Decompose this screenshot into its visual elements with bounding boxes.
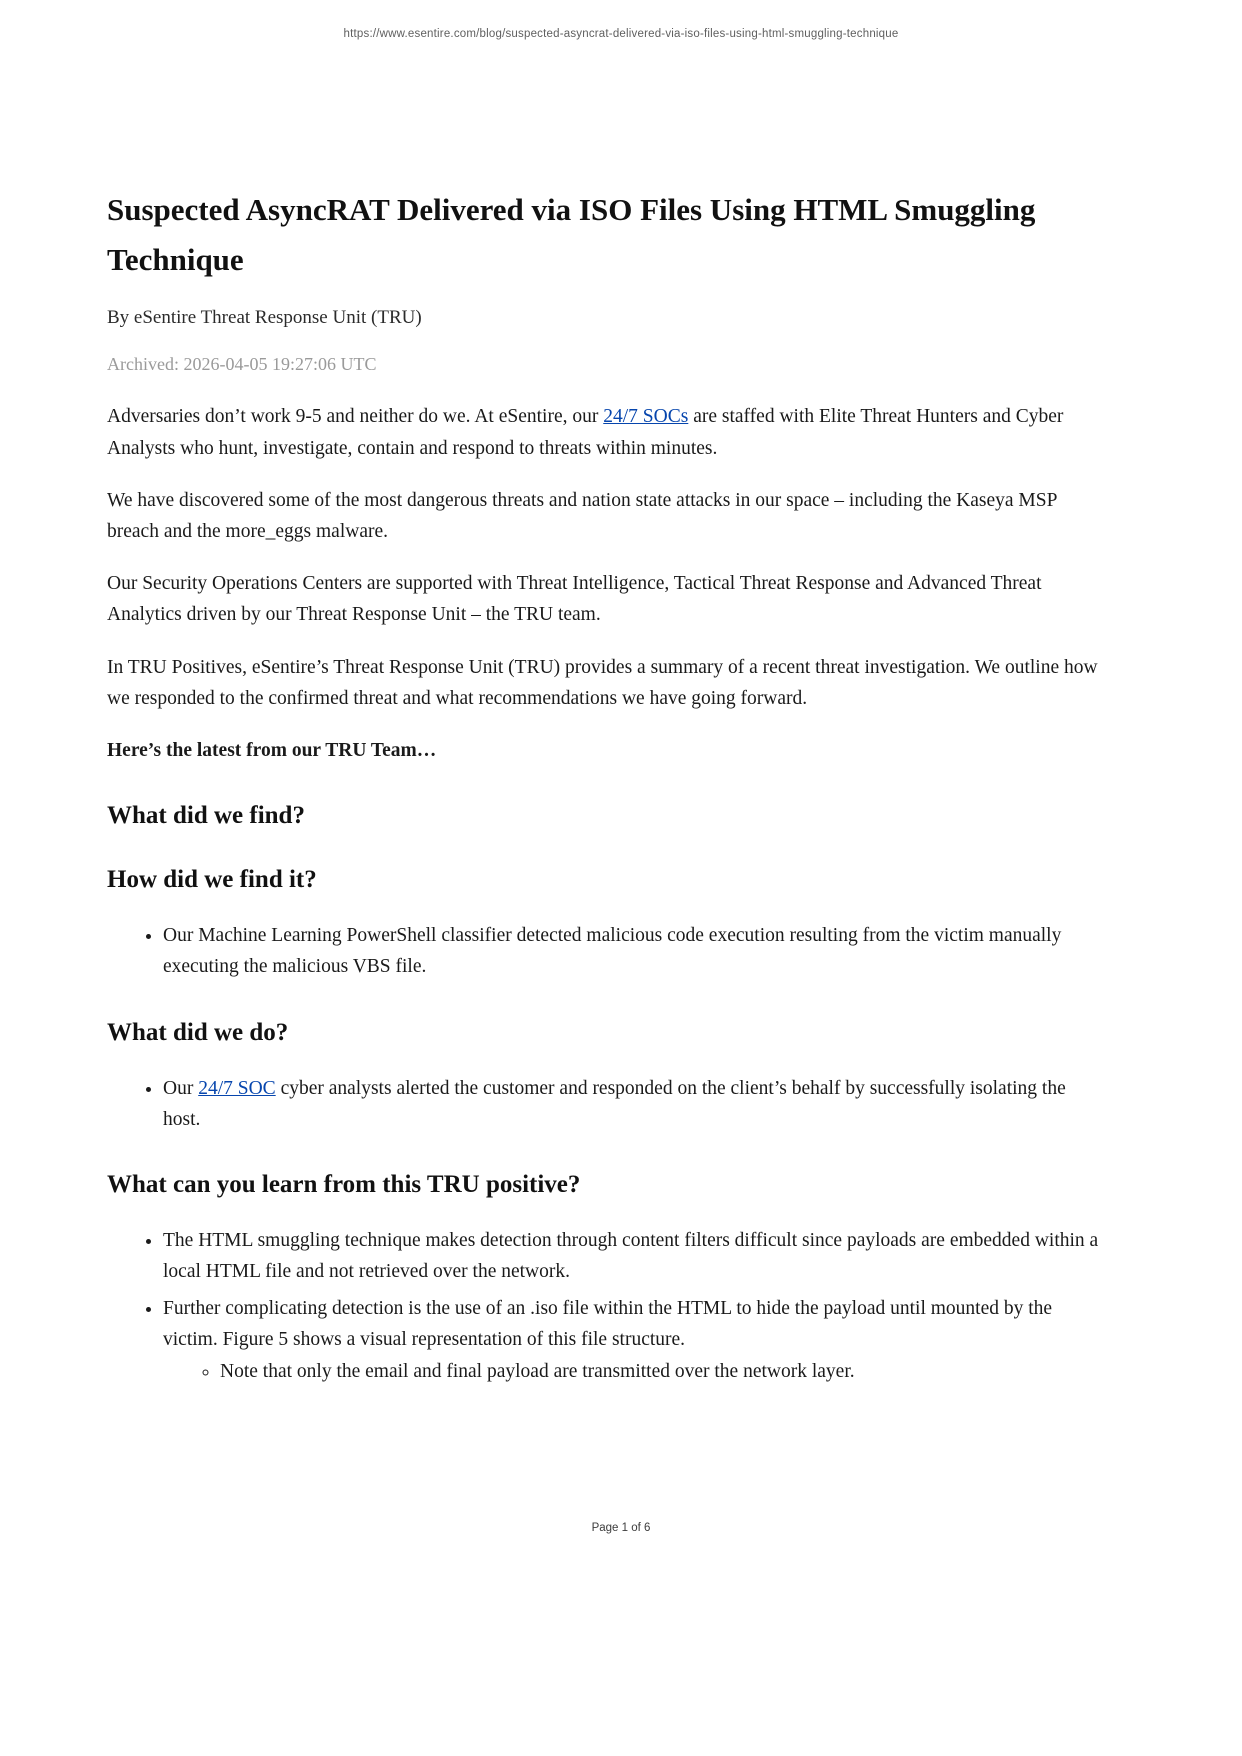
response-list bbox=[107, 1073, 1107, 1135]
heading-what-can-you-learn: What can you learn from this TRU positive? bbox=[107, 1170, 581, 1198]
list-item: • The HTML smuggling technique makes detection through content filters difficult since payloads are embedded within a local HTML file and not retrieved over the network. bbox=[163, 1225, 1107, 1287]
page-number: Page 1 of 6 bbox=[591, 1522, 651, 1534]
heading-what-did-we-do: What did we do? bbox=[107, 1018, 289, 1046]
archive-url-header: https://www.esentire.com/blog/suspected-asyncrat-delivered-via-iso-files-using-html-smuggling-technique bbox=[343, 28, 899, 40]
paragraph-text: Our bbox=[163, 1077, 199, 1099]
paragraph-intro-2: We have discovered some of the most dangerous threats and nation state attacks in our space – including the Kaseya MSP breach and the more_eggs malware. bbox=[107, 489, 1057, 542]
how-findings-list bbox=[107, 920, 1107, 982]
byline: By eSentire Threat Response Unit (TRU) bbox=[107, 307, 422, 329]
tru-team-lead-in: Here’s the latest from our TRU Team… bbox=[107, 739, 437, 761]
list-item bbox=[163, 1073, 1107, 1135]
page-title: Suspected AsyncRAT Delivered via ISO Files Using HTML Smuggling Technique bbox=[107, 192, 1036, 278]
heading-how-did-we-find-it: How did we find it? bbox=[107, 866, 317, 894]
paragraph-text: Adversaries don’t work 9-5 and neither do we. At eSentire, our bbox=[107, 406, 604, 428]
article-column bbox=[107, 185, 1107, 1387]
paragraph-text: cyber analysts alerted the customer and responded on the client’s behalf by successfully isolating the host. bbox=[163, 1077, 1066, 1130]
list-item: • Our Machine Learning PowerShell classifier detected malicious code execution resulting from the victim manually executing the malicious VBS file. bbox=[163, 920, 1107, 982]
heading-what-did-we-find: What did we find? bbox=[107, 802, 305, 830]
soc-link[interactable]: 24/7 SOC bbox=[198, 1077, 276, 1099]
archived-timestamp: Archived: 2026-04-05 19:27:06 UTC bbox=[107, 354, 377, 375]
paragraph-text: Further complicating detection is the use of an .iso file within the HTML to hide the payload until mounted by the victim. Figure 5 shows a visual representation of this file structure. bbox=[163, 1298, 1053, 1351]
soc-link[interactable]: 24/7 SOCs bbox=[603, 406, 689, 428]
paragraph-intro-1 bbox=[107, 401, 1107, 463]
list-item: ◦ Note that only the email and final payload are transmitted over the network layer. bbox=[220, 1356, 1107, 1387]
paragraph-text: are staffed with Elite Threat Hunters and Cyber Analysts who hunt, investigate, contain and respond to threats within minutes. bbox=[107, 406, 1064, 459]
paragraph-intro-4: In TRU Positives, eSentire’s Threat Response Unit (TRU) provides a summary of a recent threat investigation. We outline how we responded to the confirmed threat and what recommendations we have going forward. bbox=[107, 656, 1098, 709]
lessons-sub-list bbox=[163, 1356, 1107, 1387]
lessons-list bbox=[107, 1225, 1107, 1387]
paragraph-intro-3: Our Security Operations Centers are supported with Threat Intelligence, Tactical Threat Response and Advanced Threat Analytics driven by our Threat Response Unit – the TRU team. bbox=[107, 573, 1042, 626]
list-item bbox=[163, 1293, 1107, 1387]
